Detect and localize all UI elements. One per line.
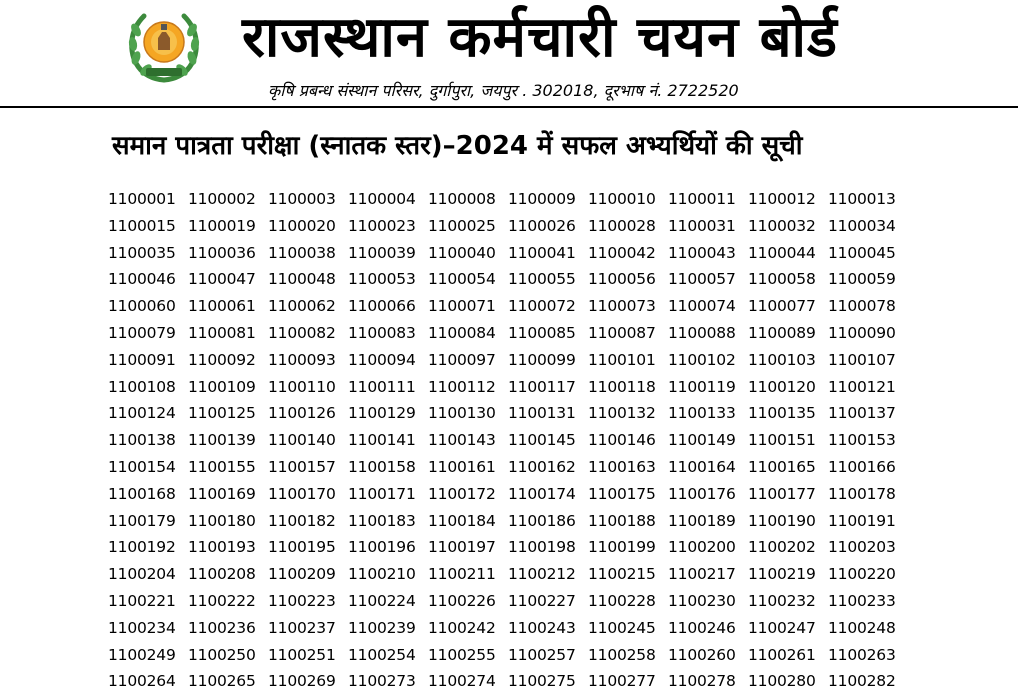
roll-number: 1100118 xyxy=(588,377,656,396)
roll-number: 1100091 xyxy=(108,350,176,369)
roll-number: 1100243 xyxy=(508,618,576,637)
roll-number: 1100197 xyxy=(428,538,496,557)
organization-name: राजस्थान कर्मचारी चयन बोर्ड xyxy=(242,5,839,70)
roll-number: 1100273 xyxy=(348,672,416,691)
header-divider xyxy=(0,106,1018,108)
roll-number: 1100149 xyxy=(668,431,736,450)
roll-number: 1100193 xyxy=(188,538,256,557)
roll-number: 1100089 xyxy=(748,323,816,342)
roll-number: 1100036 xyxy=(188,243,256,262)
roll-number: 1100054 xyxy=(428,270,496,289)
roll-number: 1100108 xyxy=(108,377,176,396)
roll-number: 1100277 xyxy=(588,672,656,691)
roll-number: 1100247 xyxy=(748,618,816,637)
roll-number: 1100002 xyxy=(188,190,256,208)
roll-number: 1100043 xyxy=(668,243,736,262)
roll-number: 1100169 xyxy=(188,484,256,503)
roll-number: 1100211 xyxy=(428,565,496,584)
roll-number: 1100101 xyxy=(588,350,656,369)
roll-number: 1100058 xyxy=(748,270,816,289)
roll-number: 1100249 xyxy=(108,645,176,664)
roll-number: 1100183 xyxy=(348,511,416,530)
roll-number: 1100265 xyxy=(188,672,256,691)
roll-number: 1100132 xyxy=(588,404,656,423)
roll-number: 1100074 xyxy=(668,297,736,316)
roll-number: 1100221 xyxy=(108,591,176,610)
roll-number: 1100117 xyxy=(508,377,576,396)
roll-number: 1100165 xyxy=(748,457,816,476)
roll-number: 1100153 xyxy=(828,431,896,450)
roll-number: 1100200 xyxy=(668,538,736,557)
roll-number: 1100120 xyxy=(748,377,816,396)
roll-number-list xyxy=(108,186,908,695)
roll-number: 1100066 xyxy=(348,297,416,316)
roll-number: 1100072 xyxy=(508,297,576,316)
roll-number: 1100219 xyxy=(748,565,816,584)
roll-number: 1100237 xyxy=(268,618,336,637)
roll-number: 1100073 xyxy=(588,297,656,316)
roll-number: 1100131 xyxy=(508,404,576,423)
roll-number: 1100242 xyxy=(428,618,496,637)
roll-number: 1100088 xyxy=(668,323,736,342)
roll-number: 1100245 xyxy=(588,618,656,637)
roll-number: 1100026 xyxy=(508,216,576,235)
roll-number: 1100112 xyxy=(428,377,496,396)
roll-number: 1100008 xyxy=(428,190,496,208)
roll-number: 1100226 xyxy=(428,591,496,610)
roll-number: 1100045 xyxy=(828,243,896,262)
rajasthan-emblem-icon xyxy=(124,6,204,86)
roll-number: 1100139 xyxy=(188,431,256,450)
roll-number: 1100223 xyxy=(268,591,336,610)
roll-number: 1100143 xyxy=(428,431,496,450)
roll-number: 1100093 xyxy=(268,350,336,369)
roll-number: 1100124 xyxy=(108,404,176,423)
roll-number: 1100189 xyxy=(668,511,736,530)
roll-number: 1100092 xyxy=(188,350,256,369)
roll-number: 1100246 xyxy=(668,618,736,637)
roll-number: 1100056 xyxy=(588,270,656,289)
roll-number: 1100222 xyxy=(188,591,256,610)
roll-number: 1100003 xyxy=(268,190,336,208)
roll-number: 1100230 xyxy=(668,591,736,610)
roll-number: 1100083 xyxy=(348,323,416,342)
roll-number: 1100168 xyxy=(108,484,176,503)
roll-number: 1100135 xyxy=(748,404,816,423)
roll-number: 1100102 xyxy=(668,350,736,369)
roll-number: 1100044 xyxy=(748,243,816,262)
roll-number: 1100013 xyxy=(828,190,896,208)
roll-number: 1100224 xyxy=(348,591,416,610)
roll-number: 1100157 xyxy=(268,457,336,476)
roll-number: 1100158 xyxy=(348,457,416,476)
roll-number: 1100203 xyxy=(828,538,896,557)
roll-number: 1100212 xyxy=(508,565,576,584)
roll-number: 1100103 xyxy=(748,350,816,369)
roll-number: 1100254 xyxy=(348,645,416,664)
roll-number: 1100129 xyxy=(348,404,416,423)
roll-number: 1100163 xyxy=(588,457,656,476)
roll-number: 1100208 xyxy=(188,565,256,584)
roll-number: 1100250 xyxy=(188,645,256,664)
roll-number: 1100025 xyxy=(428,216,496,235)
roll-number: 1100178 xyxy=(828,484,896,503)
roll-number: 1100202 xyxy=(748,538,816,557)
roll-number: 1100199 xyxy=(588,538,656,557)
roll-number: 1100228 xyxy=(588,591,656,610)
roll-number: 1100126 xyxy=(268,404,336,423)
roll-number: 1100204 xyxy=(108,565,176,584)
roll-number: 1100155 xyxy=(188,457,256,476)
roll-number: 1100141 xyxy=(348,431,416,450)
roll-number: 1100184 xyxy=(428,511,496,530)
roll-number: 1100263 xyxy=(828,645,896,664)
roll-number: 1100015 xyxy=(108,216,176,235)
roll-number: 1100164 xyxy=(668,457,736,476)
roll-number: 1100060 xyxy=(108,297,176,316)
roll-number: 1100257 xyxy=(508,645,576,664)
roll-number: 1100220 xyxy=(828,565,896,584)
roll-number: 1100061 xyxy=(188,297,256,316)
roll-number: 1100278 xyxy=(668,672,736,691)
roll-number: 1100188 xyxy=(588,511,656,530)
roll-number: 1100009 xyxy=(508,190,576,208)
roll-number: 1100012 xyxy=(748,190,816,208)
roll-number: 1100020 xyxy=(268,216,336,235)
roll-number: 1100227 xyxy=(508,591,576,610)
roll-number: 1100071 xyxy=(428,297,496,316)
roll-number: 1100248 xyxy=(828,618,896,637)
roll-number: 1100084 xyxy=(428,323,496,342)
roll-number: 1100059 xyxy=(828,270,896,289)
roll-number: 1100031 xyxy=(668,216,736,235)
roll-number: 1100034 xyxy=(828,216,896,235)
roll-number: 1100140 xyxy=(268,431,336,450)
roll-number: 1100041 xyxy=(508,243,576,262)
roll-number: 1100032 xyxy=(748,216,816,235)
roll-number: 1100121 xyxy=(828,377,896,396)
roll-number: 1100179 xyxy=(108,511,176,530)
roll-number: 1100097 xyxy=(428,350,496,369)
roll-number: 1100171 xyxy=(348,484,416,503)
roll-number: 1100186 xyxy=(508,511,576,530)
roll-number: 1100087 xyxy=(588,323,656,342)
roll-number: 1100198 xyxy=(508,538,576,557)
roll-number: 1100264 xyxy=(108,672,176,691)
roll-number: 1100130 xyxy=(428,404,496,423)
roll-number: 1100133 xyxy=(668,404,736,423)
roll-number: 1100078 xyxy=(828,297,896,316)
roll-number: 1100107 xyxy=(828,350,896,369)
roll-number: 1100040 xyxy=(428,243,496,262)
roll-number: 1100233 xyxy=(828,591,896,610)
roll-number: 1100035 xyxy=(108,243,176,262)
roll-number: 1100046 xyxy=(108,270,176,289)
roll-number: 1100192 xyxy=(108,538,176,557)
roll-number: 1100094 xyxy=(348,350,416,369)
roll-number: 1100138 xyxy=(108,431,176,450)
roll-number: 1100191 xyxy=(828,511,896,530)
roll-number: 1100190 xyxy=(748,511,816,530)
roll-number: 1100260 xyxy=(668,645,736,664)
roll-number: 1100099 xyxy=(508,350,576,369)
roll-number: 1100177 xyxy=(748,484,816,503)
roll-number: 1100053 xyxy=(348,270,416,289)
roll-number: 1100019 xyxy=(188,216,256,235)
roll-number: 1100210 xyxy=(348,565,416,584)
roll-number: 1100077 xyxy=(748,297,816,316)
roll-number: 1100145 xyxy=(508,431,576,450)
roll-number: 1100001 xyxy=(108,190,176,208)
roll-number: 1100195 xyxy=(268,538,336,557)
roll-number: 1100217 xyxy=(668,565,736,584)
roll-number: 1100048 xyxy=(268,270,336,289)
roll-number: 1100038 xyxy=(268,243,336,262)
roll-number: 1100232 xyxy=(748,591,816,610)
roll-number: 1100111 xyxy=(348,377,416,396)
roll-number: 1100175 xyxy=(588,484,656,503)
roll-number: 1100209 xyxy=(268,565,336,584)
roll-number: 1100090 xyxy=(828,323,896,342)
roll-number: 1100055 xyxy=(508,270,576,289)
organization-address: कृषि प्रबन्ध संस्थान परिसर, दुर्गापुरा, जयपुर . 302018, दूरभाष नं. 2722520 xyxy=(268,81,739,100)
roll-number: 1100154 xyxy=(108,457,176,476)
roll-number: 1100166 xyxy=(828,457,896,476)
roll-number: 1100082 xyxy=(268,323,336,342)
roll-number: 1100047 xyxy=(188,270,256,289)
roll-number: 1100215 xyxy=(588,565,656,584)
roll-number: 1100057 xyxy=(668,270,736,289)
roll-number: 1100261 xyxy=(748,645,816,664)
roll-number: 1100119 xyxy=(668,377,736,396)
roll-number: 1100282 xyxy=(828,672,896,691)
roll-number: 1100239 xyxy=(348,618,416,637)
roll-number: 1100146 xyxy=(588,431,656,450)
roll-number: 1100125 xyxy=(188,404,256,423)
roll-number: 1100010 xyxy=(588,190,656,208)
document-title: समान पात्रता परीक्षा (स्नातक स्तर)–2024 में सफल अभ्यर्थियों की सूची xyxy=(112,131,803,161)
roll-number: 1100039 xyxy=(348,243,416,262)
roll-number: 1100251 xyxy=(268,645,336,664)
roll-number: 1100162 xyxy=(508,457,576,476)
roll-number: 1100161 xyxy=(428,457,496,476)
roll-number: 1100176 xyxy=(668,484,736,503)
roll-number: 1100151 xyxy=(748,431,816,450)
roll-number: 1100004 xyxy=(348,190,416,208)
roll-number: 1100011 xyxy=(668,190,736,208)
roll-number: 1100170 xyxy=(268,484,336,503)
roll-number: 1100280 xyxy=(748,672,816,691)
roll-number: 1100196 xyxy=(348,538,416,557)
roll-number: 1100258 xyxy=(588,645,656,664)
roll-number: 1100023 xyxy=(348,216,416,235)
roll-number: 1100110 xyxy=(268,377,336,396)
roll-number: 1100255 xyxy=(428,645,496,664)
roll-number: 1100109 xyxy=(188,377,256,396)
roll-number: 1100172 xyxy=(428,484,496,503)
roll-number: 1100137 xyxy=(828,404,896,423)
roll-number: 1100085 xyxy=(508,323,576,342)
roll-number: 1100180 xyxy=(188,511,256,530)
roll-number: 1100062 xyxy=(268,297,336,316)
roll-number: 1100234 xyxy=(108,618,176,637)
roll-number: 1100174 xyxy=(508,484,576,503)
roll-number: 1100275 xyxy=(508,672,576,691)
roll-number: 1100236 xyxy=(188,618,256,637)
roll-number: 1100274 xyxy=(428,672,496,691)
roll-number: 1100028 xyxy=(588,216,656,235)
roll-number: 1100081 xyxy=(188,323,256,342)
roll-number: 1100182 xyxy=(268,511,336,530)
roll-number: 1100042 xyxy=(588,243,656,262)
roll-number: 1100269 xyxy=(268,672,336,691)
roll-number: 1100079 xyxy=(108,323,176,342)
